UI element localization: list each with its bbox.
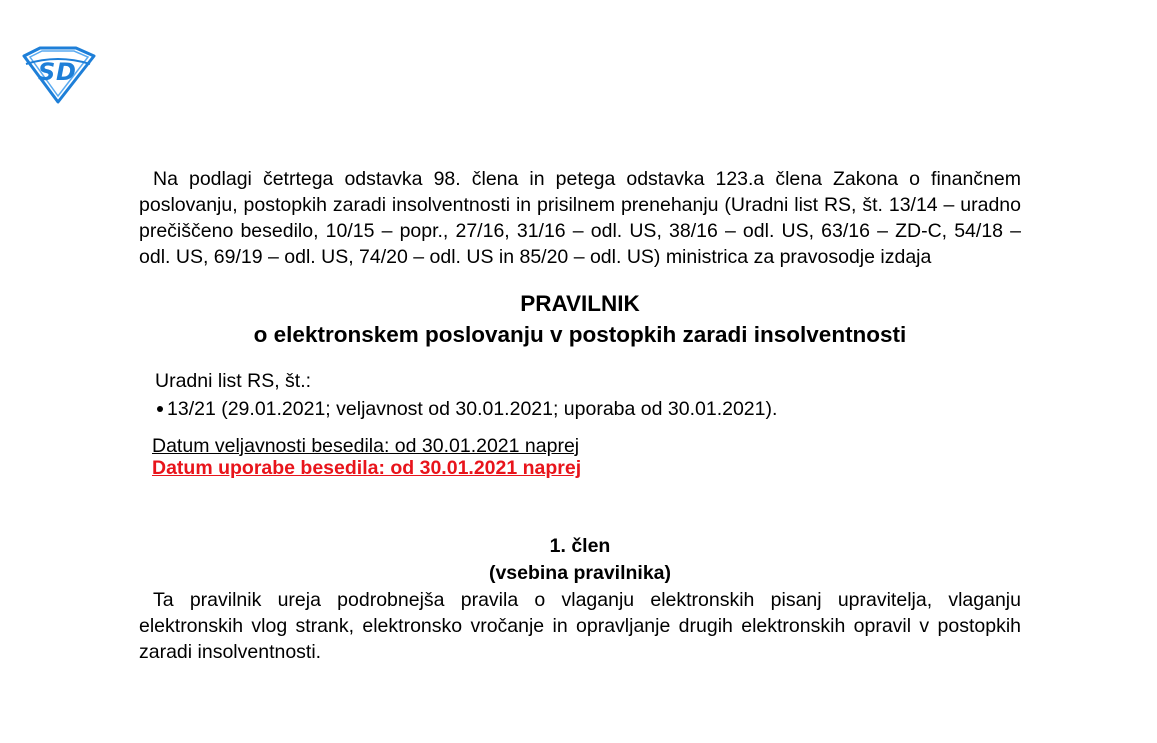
text-dates bbox=[139, 435, 1021, 479]
document-body bbox=[139, 166, 1021, 665]
gazette-item-text: 13/21 (29.01.2021; veljavnost od 30.01.2021; uporaba od 30.01.2021). bbox=[167, 398, 778, 420]
list-item bbox=[155, 396, 1021, 422]
gazette-label: Uradni list RS, št.: bbox=[155, 370, 312, 392]
article-heading bbox=[139, 533, 1021, 587]
svg-text:D: D bbox=[56, 58, 76, 86]
preamble-paragraph: Na podlagi četrtega odstavka 98. člena in petega odstavka 123.a člena Zakona o finančnem poslovanju, postopkih zaradi insolventnosti in prisilnem prenehanju (Uradni list RS, št. 13/14 – uradno prečiščeno besedilo, 10/15 – popr., 27/16, 31/16 – odl. US, 38/16 – odl. US, 63/16 – ZD-C, 54/18 – odl. US, 69/19 – odl. US, 74/20 – odl. US in 85/20 – odl. US) ministrica za pravosodje izdaja bbox=[139, 168, 1021, 268]
use-date: Datum uporabe besedila: od 30.01.2021 naprej bbox=[152, 457, 582, 479]
article-title: (vsebina pravilnika) bbox=[488, 562, 672, 584]
bullet-icon bbox=[157, 406, 163, 412]
gazette-info bbox=[139, 368, 1021, 422]
title-sub: o elektronskem poslovanju v postopkih zaradi insolventnosti bbox=[253, 322, 907, 347]
article-number: 1. člen bbox=[549, 535, 611, 557]
document-title bbox=[139, 288, 1021, 350]
article-paragraph: Ta pravilnik ureja podrobnejša pravila o vlaganju elektronskih pisanj upravitelja, vlaganju elektronskih vlog strank, elektronsko vročanje in opravljanje drugih elektronskih opravil v postopkih zaradi insolventnosti. bbox=[139, 589, 1021, 663]
title-main: PRAVILNIK bbox=[520, 291, 640, 316]
validity-date: Datum veljavnosti besedila: od 30.01.2021 naprej bbox=[152, 435, 580, 457]
svg-text:S: S bbox=[38, 58, 56, 86]
sd-logo-icon bbox=[20, 46, 96, 104]
